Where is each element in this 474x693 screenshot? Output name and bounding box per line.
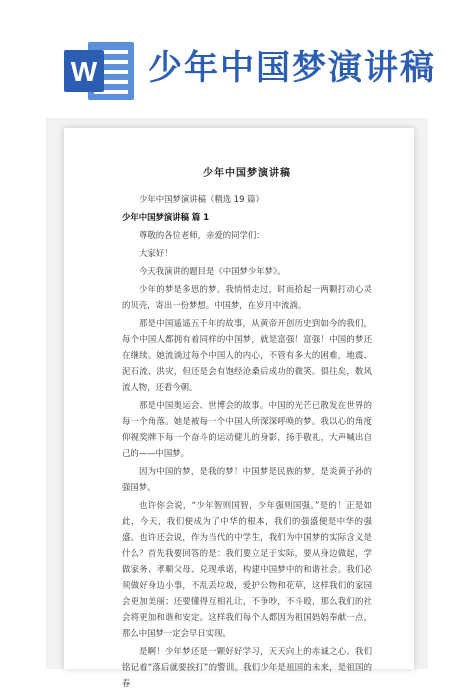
paragraph: 少年的梦是多思的梦。我悄悄走过，时而拾起一两颗打动心灵的贝壳，寄出一份梦想。中国梦，在岁月中流淌。	[122, 284, 372, 310]
logo-letter: W	[70, 56, 98, 87]
document-title: 少年中国梦演讲稿	[203, 168, 291, 179]
document-content	[122, 164, 372, 693]
paragraph-salutation: 尊敬的各位老师，亲爱的同学们：	[139, 230, 265, 240]
paragraph: 因为中国的梦，是我的梦！中国梦是民族的梦，是炎黄子孙的强国梦。	[122, 466, 372, 492]
paragraph-greeting: 大家好！	[139, 248, 173, 258]
paragraph-topic: 今天我演讲的题目是《中国梦少年梦》。	[139, 266, 286, 276]
header-banner	[0, 0, 474, 118]
paragraph: 那是中国奥运会、世博会的故事。中国的光芒已散发在世界的每一个角落。她是被每一个中国人所深深呼唤的梦。我以心的角度仰视奖牌下每一个奋斗的运动健儿的身影，扬手敬礼，大声喊出自己的——中国梦。	[122, 400, 372, 458]
section-heading: 少年中国梦演讲稿 篇 1	[122, 212, 210, 222]
paragraph-subtitle: 少年中国梦演讲稿（精选 19 篇）	[139, 194, 264, 204]
paragraph: 那是中国遥遥五千年的故事，从黄帝开创历史到如今的我们，每个中国人都拥有着同样的中国梦，就是富强！富强！中国的梦还在继续。她流淌过每个中国人的内心，不管有多大的困难，地震、泥石流、洪灾，但还是会有饱经沧桑后成功的微笑。俱往矣，数风流人物，还看今朝。	[122, 318, 372, 392]
word-doc-icon	[62, 36, 138, 106]
banner-title: 少年中国梦演讲稿	[148, 48, 436, 88]
document-page	[64, 128, 414, 688]
paragraph: 也许你会说，“少年智则国智，少年强则国强。”是的！正是如此，今天，我们便成为了中华的根本，我们的强盛便是中华的强盛。也许还会说，作为当代的中学生，我们为中国梦的实际含义是什么？首先我要回答的是：我们要立足于实际，要从身边做起，学做家务、孝顺父母、兑现承诺，构建中国梦中的和谐社会。我们必须做好身边小事，不乱丢垃圾，爱护公物和花草，这样我们的家园会更加美丽；还要懂得互相礼让，不争吵，不斗殴，那么我们的社会将更加和谐和安定。这样我们每个人都因为祖国妈妈奉献一点，那么中国梦一定会早日实现。	[122, 500, 372, 638]
paragraph: 是啊！少年梦还是一颗好好学习，天天向上的赤诚之心。我们铭记着“落后就要挨打”的警训。我们少年是祖国的未来，是祖国的春	[122, 646, 372, 688]
